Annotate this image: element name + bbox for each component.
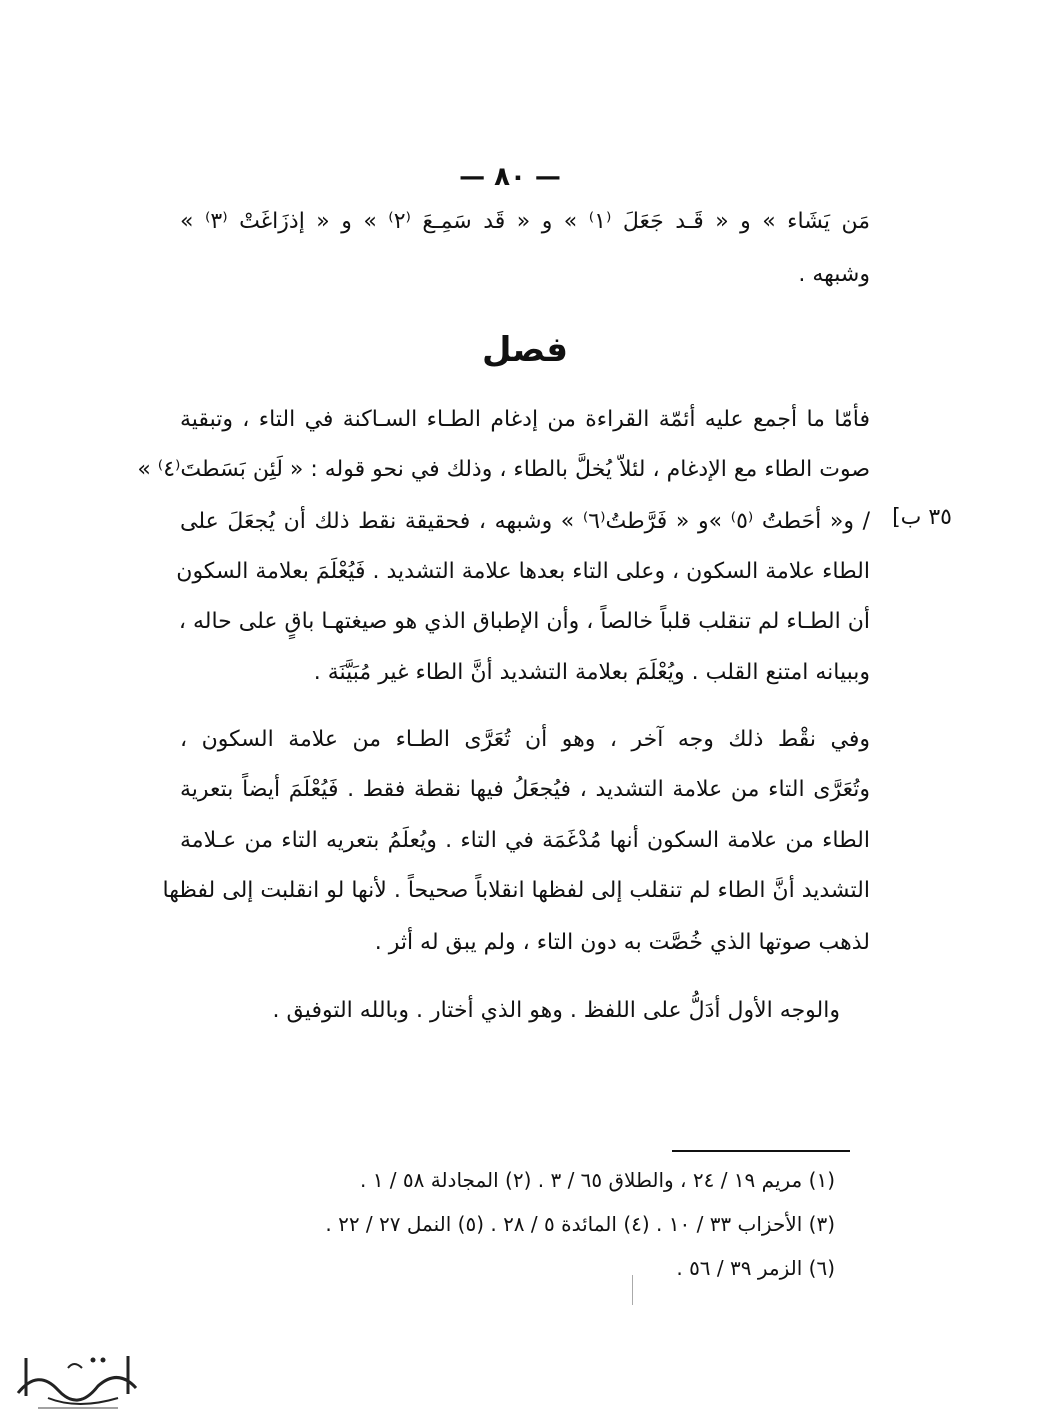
text-line-13: لذهب صوتها الذي خُصَّت به دون التاء ، ولم يبق له أثر . (374, 930, 870, 955)
text-line-6: الطاء علامة السكون ، وعلى التاء بعدها علامة التشديد . فَيُعْلَمَ بعلامة السكون (176, 559, 870, 584)
page-number: — ٨٠ — (459, 162, 561, 192)
text-line-10: وتُعَرَّى التاء من علامة التشديد ، فيُجعَلُ فيها نقطة فقط . فَيُعْلَمَ أيضاً بتعرية (180, 777, 870, 802)
footnote-line-3: (٦) الزمر ٣٩ / ٥٦ . (676, 1256, 835, 1280)
margin-folio-note: ٣٥ ب] (892, 505, 952, 530)
text-line-1: مَن يَشَاء » و « قَـد جَعَلَ ⁽١⁾ » و « قَد سَمِـعَ ⁽٢⁾ » و « إذزَاغَتْ ⁽٣⁾ » (180, 209, 870, 234)
text-line-3: فأمّا ما أجمع عليه أئمّة القراءة من إدغام الطـاء السـاكنة في التاء ، وتبقية (180, 407, 870, 432)
text-line-12: التشديد أنَّ الطاء لم تنقلب إلى لفظها انقلاباً صحيحاً . لأنها لو انقلبت إلى لفظها (162, 878, 870, 903)
text-line-4: صوت الطاء مع الإدغام ، لئلاّ يُخلَّ بالطاء ، وذلك في نحو قوله : « لَئِن بَسَطتَ⁽٤⁾ » (137, 457, 870, 482)
text-line-5: / و« أحَطتُ ⁽٥⁾ »و « فَرَّطتُ⁽٦⁾ » وشبهه ، فحقيقة نقط ذلك أن يُجعَلَ على (180, 509, 870, 534)
footnote-line-2: (٣) الأحزاب ٣٣ / ١٠ . (٤) المائدة ٥ / ٢٨ . (٥) النمل ٢٧ / ٢٢ . (325, 1212, 835, 1236)
footnote-divider (672, 1150, 850, 1152)
text-line-7: أن الطـاء لم تنقلب قلباً خالصاً ، وأن الإطباق الذي هو صيغتهـا باقٍ على حاله ، (178, 609, 870, 634)
calligraphy-logo-icon (8, 1338, 148, 1418)
text-line-14: والوجه الأول أدَلُّ على اللفظ . وهو الذي أختار . وبالله التوفيق . (272, 998, 840, 1023)
text-line-11: الطاء من علامة السكون أنها مُدْغَمَة في التاء . ويُعلَمُ بتعريه التاء من عـلامة (180, 828, 870, 853)
scan-mark (632, 1275, 633, 1305)
text-line-9: وفي نقْط ذلك وجه آخر ، وهو أن تُعَرَّى الطـاء من علامة السكون ، (180, 727, 870, 752)
section-heading: فصل (481, 330, 569, 370)
text-line-2: وشبهه . (798, 262, 870, 287)
footnote-line-1: (١) مريم ١٩ / ٢٤ ، والطلاق ٦٥ / ٣ . (٢) المجادلة ٥٨ / ١ . (359, 1168, 835, 1192)
calligraphy-logo (8, 1338, 148, 1418)
text-line-8: وببيانه امتنع القلب . ويُعْلَمَ بعلامة التشديد أنَّ الطاء غير مُبَيَّنَة . (313, 660, 870, 685)
